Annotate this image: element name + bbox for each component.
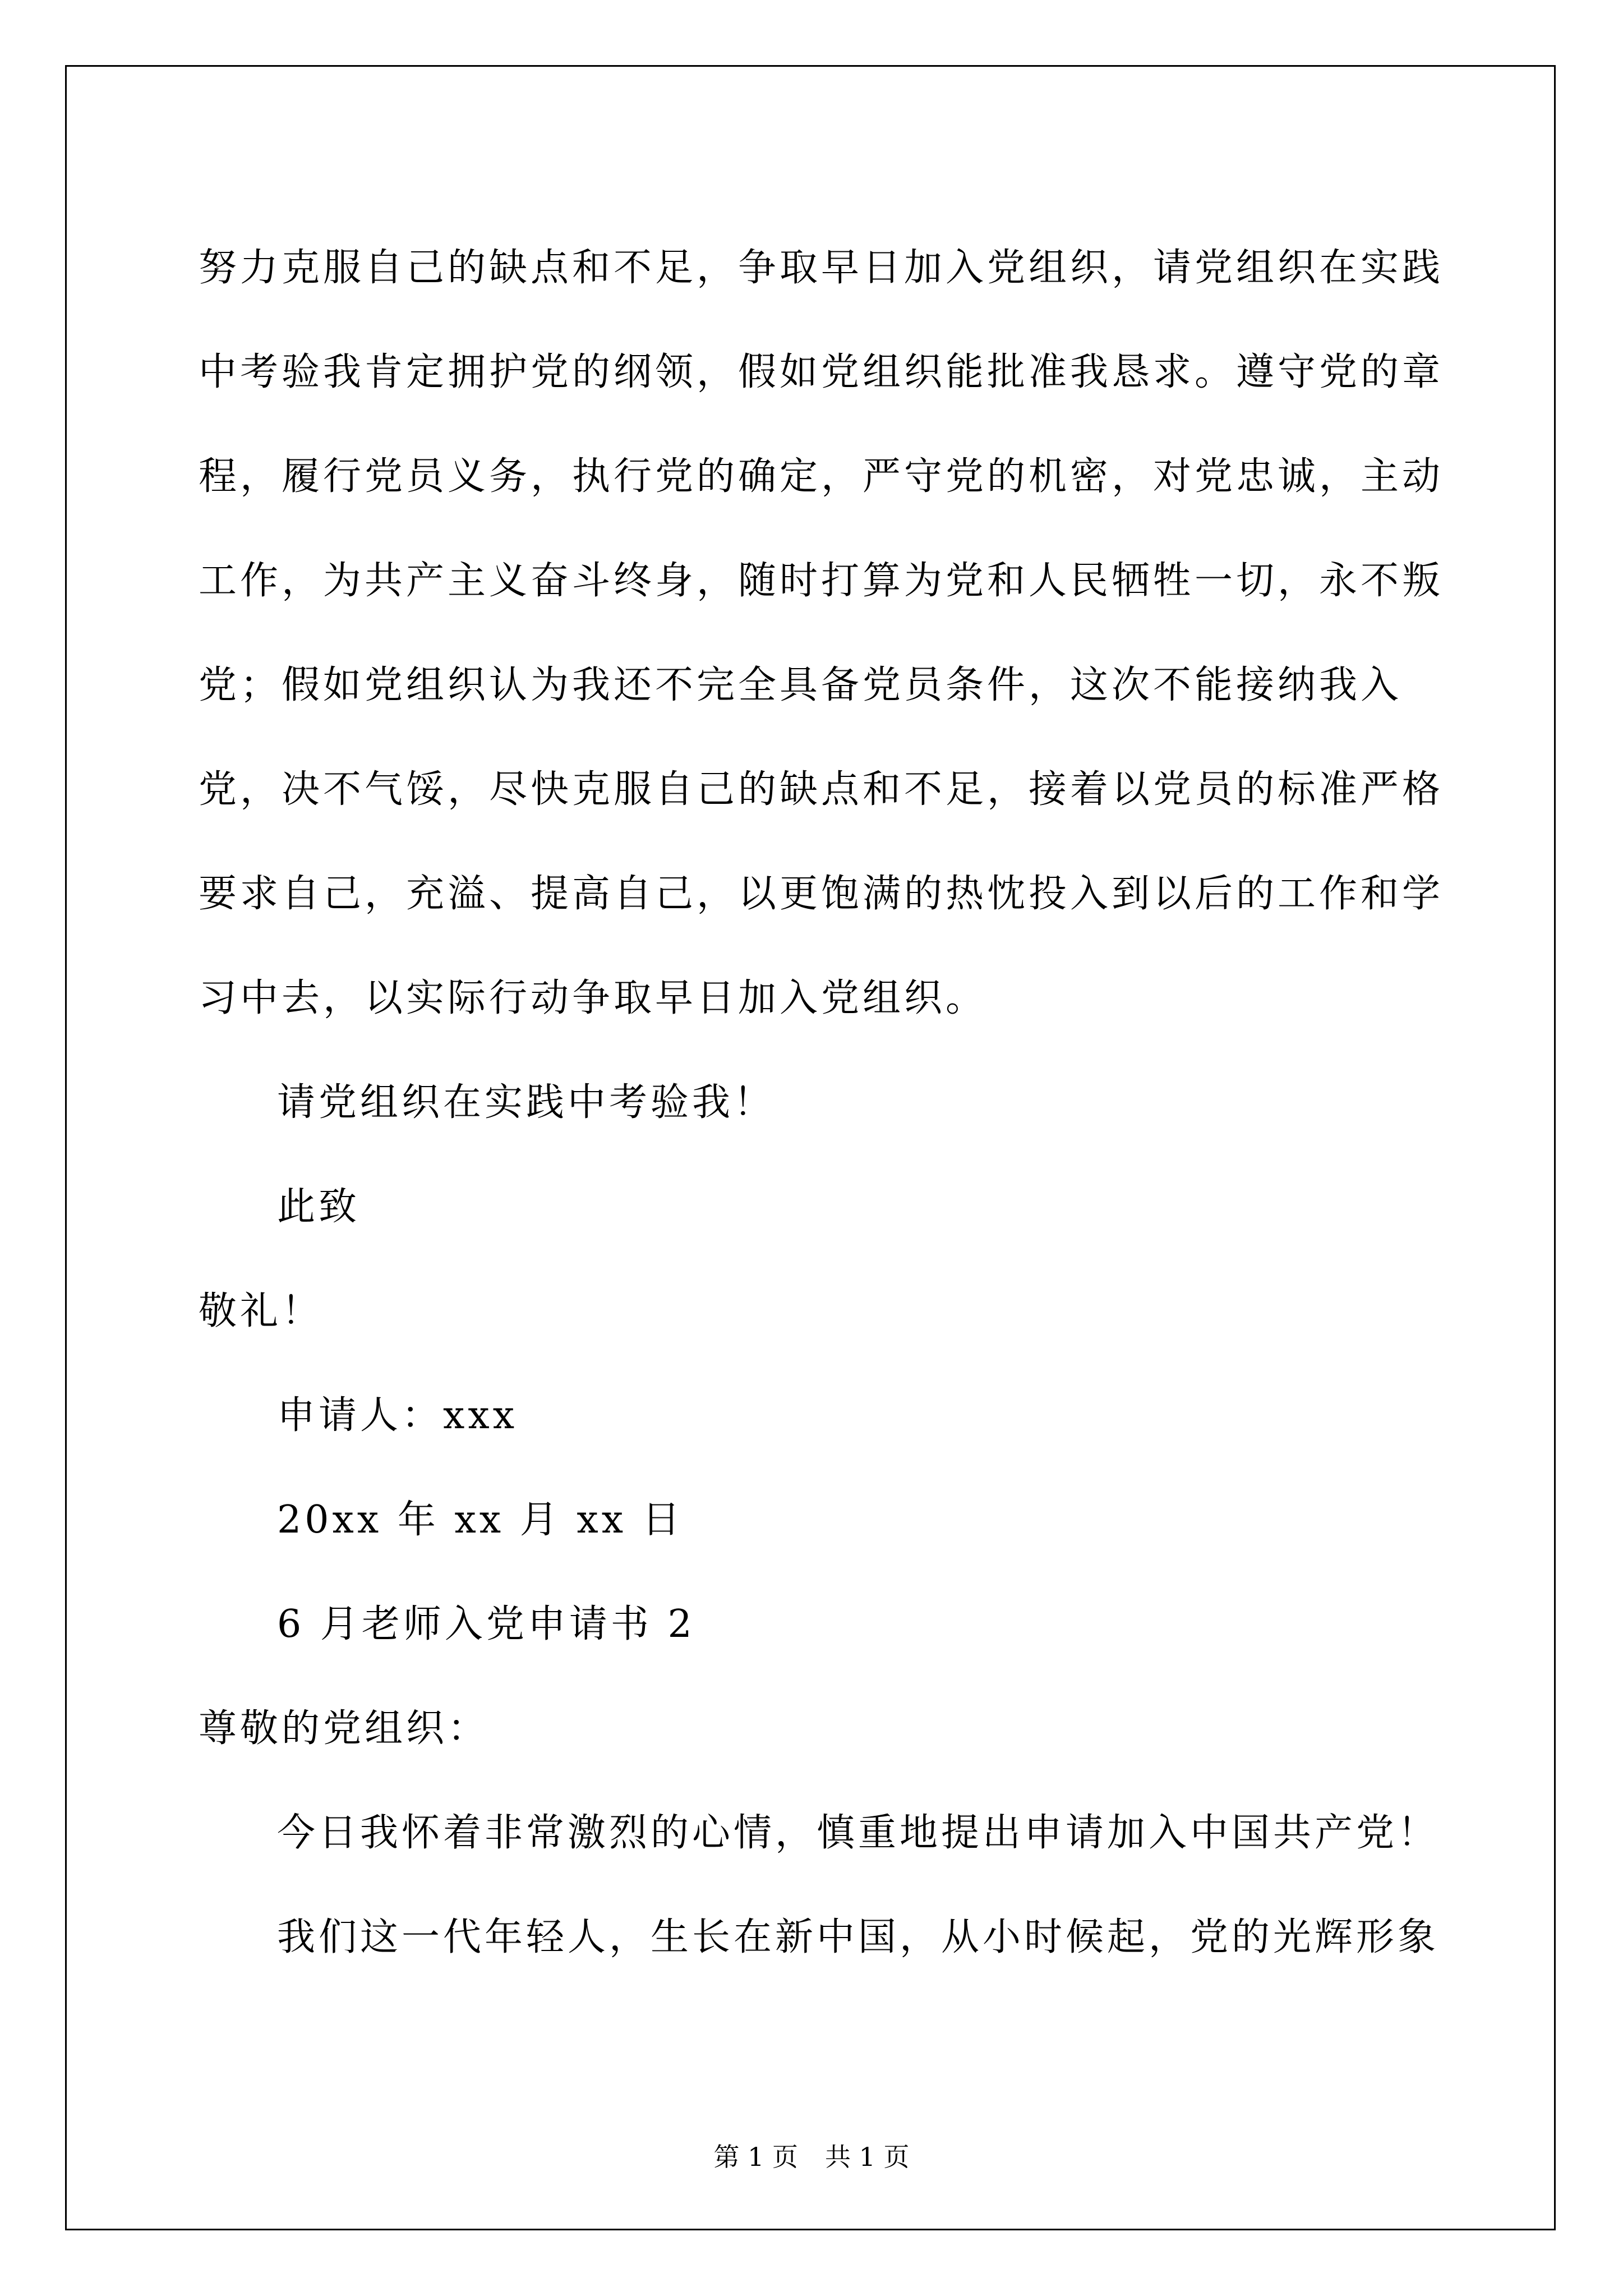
paragraph-greeting: 尊敬的党组织： (199, 1706, 490, 1751)
paragraph-10: 我们这一代年轻人，生长在新中国，从小时候起，党的光辉形象 (277, 1915, 1440, 1959)
paragraph-applicant: 申请人：xxx (277, 1393, 518, 1438)
page-number-total: 共 1 页 (825, 2142, 910, 2172)
paragraph-2: 请党组织在实践中考验我！ (277, 1080, 776, 1125)
paragraph-9: 今日我怀着非常激烈的心情，慎重地提出申请加入中国共产党！ (277, 1811, 1440, 1855)
section-title: 6 月老师入党申请书 2 (277, 1602, 695, 1646)
document-body (199, 216, 1455, 1990)
page-footer (0, 2140, 1623, 2174)
paragraph-date: 20xx 年 xx 月 xx 日 (277, 1498, 684, 1542)
paragraph-1: 努力克服自己的缺点和不足，争取早日加入党组织，请党组织在实践中考验我肯定拥护党的纲领，假如党组织能批准我恳求。遵守党的章程，履行党员义务，执行党的确定，严守党的机密，对党忠诚，主动工作，为共产主义奋斗终身，随时打算为党和人民牺牲一切，永不叛党；假如党组织认为我还不完全具备党员条件，这次不能接纳我入党，决不气馁，尽快克服自己的缺点和不足，接着以党员的标准严格要求自己，充溢、提高自己，以更饱满的热忱投入到以后的工作和学习中去，以实际行动争取早日加入党组织。 (199, 246, 1444, 1020)
page-number-current: 第 1 页 (713, 2142, 798, 2172)
paragraph-salutation: 此致 (277, 1185, 361, 1229)
paragraph-regards: 敬礼！ (199, 1289, 324, 1333)
